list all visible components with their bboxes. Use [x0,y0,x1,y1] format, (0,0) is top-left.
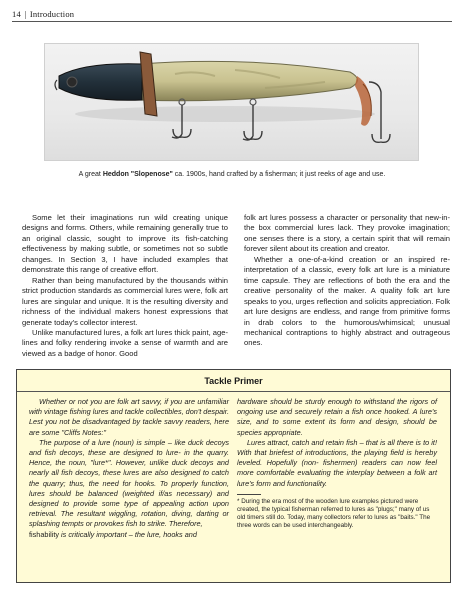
caption-lure-name: Heddon "Slopenose" [102,171,173,178]
primer-paragraph: Lures attract, catch and retain fish – that is all there is to it! With that briefest of introductions, the playing field is hereby leveled. Hopefully (non- fishermen) readers can now feel more comfortable evaluating the interplay between a folk art lure's form and functionality. [237,437,437,488]
paragraph: Some let their imaginations run wild creating unique designs and forms. Others, while remaining generally true to an original classic, sought to improve its fish-catching effectiveness by making subtle, or sometimes not so subtle changes. In Section 3, I have included examples that demonstrate this range of creative effort. [22,213,228,275]
tackle-primer-box [16,369,451,583]
body-column-left [22,213,228,359]
primer-paragraph: Whether or not you are folk art savvy, if you are unfamiliar with vintage fishing lures and tackle collectibles, don't despair. Lest you not be disadvantaged by tackle savvy readers, here are some "Cliffs Notes:" [29,397,229,437]
paragraph: Rather than being manufactured by the thousands within strict production standards as commercial lures were, folk art lures are singular and unique. It is the resulting diversity and richness of the individual makers honest expressions that generate today's collector interest. [22,275,228,327]
body-column-right [244,213,450,349]
header-separator: | [24,9,27,19]
paragraph: folk art lures possess a character or personality that new-in-the box commercial lures lack. They provoke imagination; one senses there is a story, a certain spirit that will remain forever silent about its creation and creator. [244,213,450,254]
primer-column-right [237,397,437,531]
page-number: 14 [12,9,21,19]
paragraph: Unlike manufactured lures, a folk art lures thick paint, age-lines and folky rendering invoke a sense of warmth and are viewed as a badge of honor. Good [22,327,228,358]
primer-paragraph: The purpose of a lure (noun) is simple – like duck decoys and fish decoys, these are designed to lure- in the quarry. Hence, the noun, "lure*". However, unlike duck decoys and nearly all fish decoys, these lures are also designed to catch the quarry; thus, the need for hooks. To properly function, lures should be balanced (weighted if/as necessary) and designed to provide some type of appealing action upon retrieval. The resultant wiggling, rotation, diving, darting or splashing tempts or provokes fish to strike. Therefore, [29,437,229,529]
primer-tail-text: is critically important – the lure, hooks and [59,529,197,539]
primer-rule [17,391,450,392]
lure-illustration [45,44,418,160]
section-title: Introduction [29,9,75,19]
footnote: * During the era most of the wooden lure examples pictured were created, the typical fisherman referred to lures as "plugs;" many of us old timers still do. Today, many collectors refer to lures as "baits." The three words can be used interchangeably. [237,497,431,530]
header-rule [12,21,452,22]
paragraph: Whether a one-of-a-kind creation or an inspired re-interpretation of a classic, every folk art lure is a miniature time capsule. They are reflections of both the era and the creative personality of the maker. A quality folk art lure speaks to you, urges reflection and solicits appreciation. Folk art lure designs are endless, and range from primitive forms in drab colors to the humorous/whimsical; unusual mechanical contraptions to highly abstract and outrageous ones. [244,254,450,348]
footnote-rule [237,494,261,495]
fishability-word: fishability [29,529,60,539]
running-header [12,9,74,19]
primer-paragraph-tail [29,530,229,540]
photo-caption [0,171,464,178]
primer-paragraph: hardware should be sturdy enough to withstand the rigors of ongoing use and securely retain a fish once hooked. A lure's size, and to some extent its form and design, should be species appropriate. [237,397,437,437]
lure-photo [44,43,419,161]
caption-prefix: A great [78,171,103,178]
primer-column-left [29,397,229,540]
primer-title: Tackle Primer [204,376,263,386]
caption-suffix: ca. 1900s, hand crafted by a fisherman; it just reeks of age and use. [172,171,386,178]
